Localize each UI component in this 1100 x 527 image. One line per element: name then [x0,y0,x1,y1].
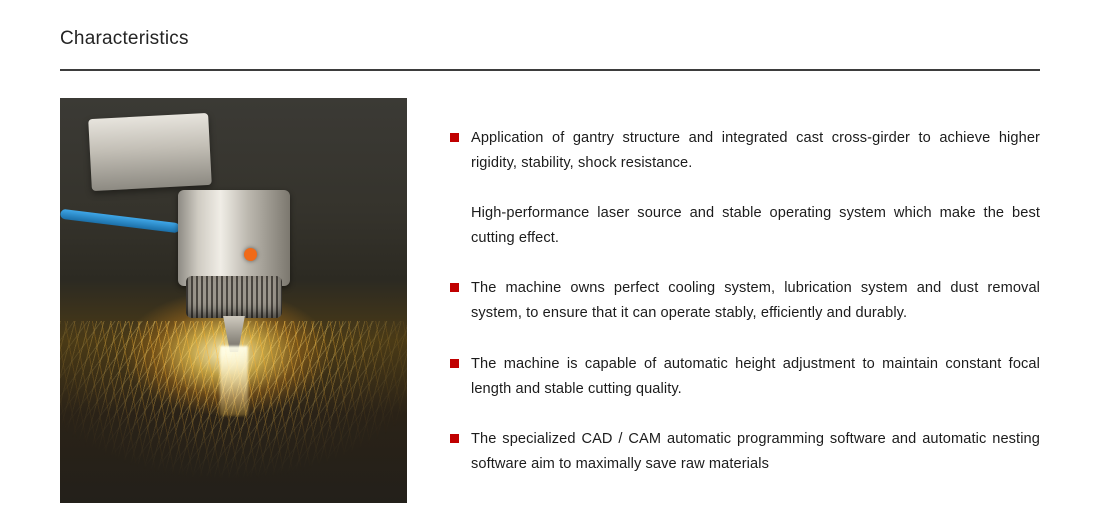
list-item-text: High-performance laser source and stable operating system which make the best cutting effect. [471,205,1040,247]
list-item-text: The machine is capable of automatic height adjustment to maintain constant focal length and stable cutting quality. [471,355,1040,397]
laser-cutting-head-image [60,98,407,503]
square-bullet-icon [450,359,459,368]
page-header [60,28,1040,71]
header-divider [60,69,1040,71]
list-item [450,126,1040,176]
list-item-text: Application of gantry structure and integrated cast cross-girder to achieve higher rigidity, stability, shock resistance. [471,130,1040,172]
list-item [450,427,1040,477]
laser-beam-decoration [220,346,248,416]
list-item [450,201,1040,251]
list-item [450,352,1040,402]
sensor-box-decoration [88,113,212,191]
page-title: Characteristics [60,28,189,49]
orange-indicator-decoration [244,248,257,261]
content-area [60,98,1040,503]
square-bullet-icon [450,283,459,292]
list-item-text: The machine owns perfect cooling system, lubrication system and dust removal system, to ensure that it can operate stably, efficiently and durably. [471,280,1040,322]
square-bullet-icon [450,133,459,142]
list-item [450,276,1040,326]
square-bullet-icon [450,434,459,443]
characteristics-list [450,98,1040,477]
square-bullet-icon-hidden [450,208,459,217]
list-item-text: The specialized CAD / CAM automatic programming software and automatic nesting software aim to maximally save raw materials [471,430,1040,472]
cutting-head-body-decoration [178,190,290,286]
focus-ring-decoration [186,276,282,318]
